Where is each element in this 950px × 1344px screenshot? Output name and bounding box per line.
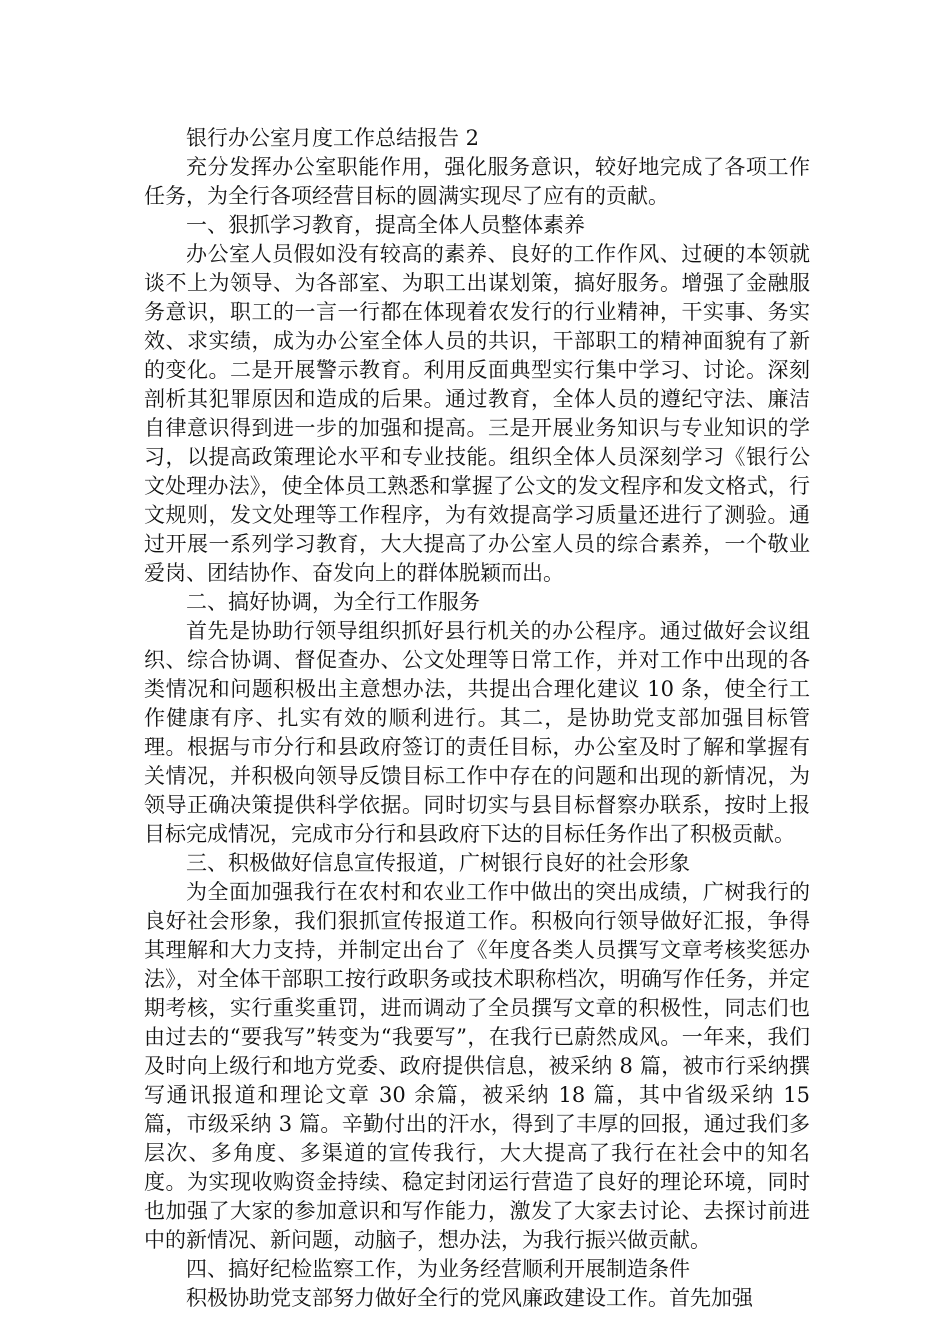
section-1-paragraph: 办公室人员假如没有较高的素养、良好的工作作风、过硬的本领就谈不上为领导、为各部室、为职工出谋划策，搞好服务。增强了金融服务意识，职工的一言一行都在体现着农发行的行业精神，干实事、务实效、求实绩，成为办公室全体人员的共识，干部职工的精神面貌有了新的变化。二是开展警示教育。利用反面典型实行集中学习、讨论。深刻剖析其犯罪原因和造成的后果。通过教育，全体人员的遵纪守法、廉洁自律意识得到进一步的加强和提高。三是开展业务知识与专业知识的学习，以提高政策理论水平和专业技能。组织全体人员深刻学习《银行公文处理办法》，使全体员工熟悉和掌握了公文的发文程序和发文格式，行文规则，发文处理等工作程序，为有效提高学习质量还进行了测验。通过开展一系列学习教育，大大提高了办公室人员的综合素养，一个敬业爱岗、团结协作、奋发向上的群体脱颖而出。 <box>144 242 810 585</box>
document-title: 银行办公室月度工作总结报告 2 <box>186 126 480 150</box>
document-body <box>144 124 810 1313</box>
section-2-paragraph: 首先是协助行领导组织抓好县行机关的办公程序。通过做好会议组织、综合协调、督促查办、公文处理等日常工作，并对工作中出现的各类情况和问题积极出主意想办法，共提出合理化建议 10 条，使全行工作健康有序、扎实有效的顺利进行。其二，是协助党支部加强目标管理。根据与市分行和县政府签订的责任目标，办公室及时了解和掌握有关情况，并积极向领导反馈目标工作中存在的问题和出现的新情况，为领导正确决策提供科学依据。同时切实与县目标督察办联系，按时上报目标完成情况，完成市分行和县政府下达的目标任务作出了积极贡献。 <box>144 619 810 846</box>
section-3-paragraph: 为全面加强我行在农村和农业工作中做出的突出成绩，广树我行的良好社会形象，我们狠抓宣传报道工作。积极向行领导做好汇报，争得其理解和大力支持，并制定出台了《年度各类人员撰写文章考核奖惩办法》，对全体干部职工按行政职务或技术职称档次，明确写作任务，并定期考核，实行重奖重罚，进而调动了全员撰写文章的积极性，同志们也由过去的“要我写”转变为“我要写”，在我行已蔚然成风。一年来，我们及时向上级行和地方党委、政府提供信息，被采纳 8 篇，被市行采纳撰写通讯报道和理论文章 30 余篇，被采纳 18 篇，其中省级采纳 15 篇，市级采纳 3 篇。辛勤付出的汗水，得到了丰厚的回报，通过我们多层次、多角度、多渠道的宣传我行，大大提高了我行在社会中的知名度。为实现收购资金持续、稳定封闭运行营造了良好的理论环境，同时也加强了大家的参加意识和写作能力，激发了大家去讨论、去探讨前进中的新情况、新问题，动脑子，想办法，为我行振兴做贡献。 <box>144 880 810 1252</box>
section-heading-1: 一、狠抓学习教育，提高全体人员整体素养 <box>186 213 585 237</box>
section-4-paragraph: 积极协助党支部努力做好全行的党风廉政建设工作。首先加强 <box>186 1286 753 1310</box>
intro-paragraph: 充分发挥办公室职能作用，强化服务意识，较好地完成了各项工作任务，为全行各项经营目标的圆满实现尽了应有的贡献。 <box>144 155 810 208</box>
section-heading-4: 四、搞好纪检监察工作，为业务经营顺利开展制造条件 <box>186 1257 690 1281</box>
section-heading-2: 二、搞好协调，为全行工作服务 <box>186 590 480 614</box>
section-heading-3: 三、积极做好信息宣传报道，广树银行良好的社会形象 <box>186 851 690 875</box>
